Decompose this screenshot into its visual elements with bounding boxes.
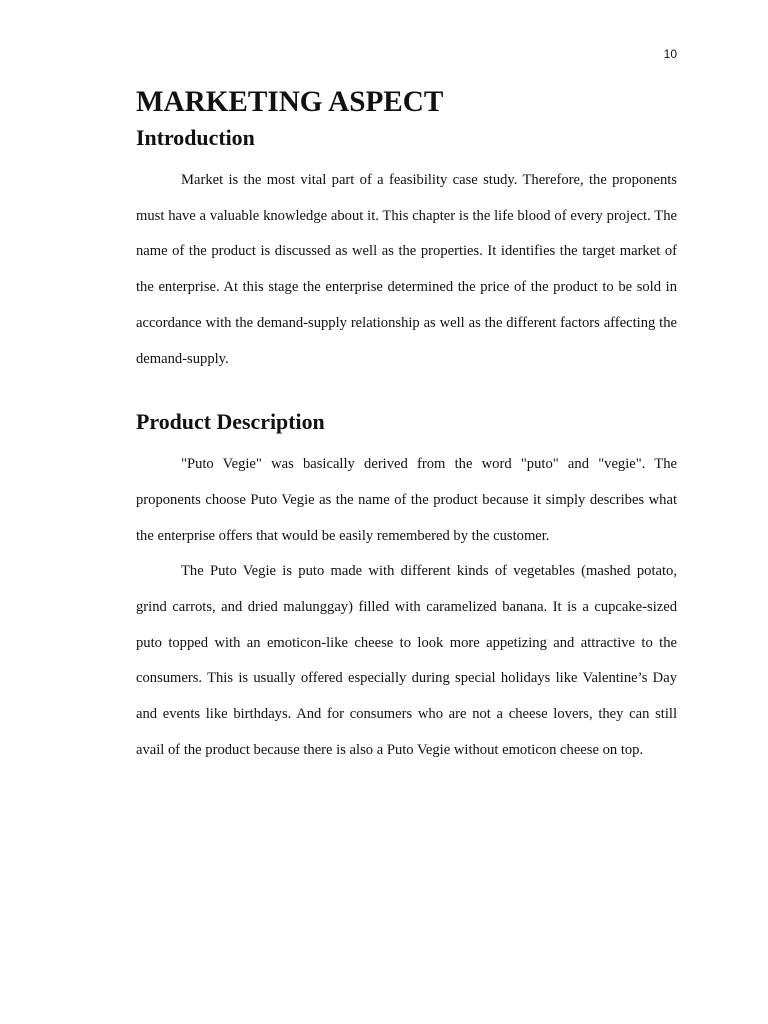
introduction-heading: Introduction	[136, 125, 255, 150]
product-description-paragraph-2: The Puto Vegie is puto made with different kinds of vegetables (mashed potato, grind carrots, and dried malunggay) filled with caramelized banana. It is a cupcake-sized puto topped with an emoticon-like cheese to look more appetizing and attractive to the consumers. This is usually offered especially during special holidays like Valentine’s Day and events like birthdays. And for consumers who are not a cheese lovers, they can still avail of the product because there is also a Puto Vegie without emoticon cheese on top.	[136, 563, 677, 758]
document-body	[136, 86, 677, 769]
section-spacer	[136, 377, 677, 411]
product-description-paragraph-1: "Puto Vegie" was basically derived from the word "puto" and "vegie". The proponents choose Puto Vegie as the name of the product because it simply describes what the enterprise offers that would be easily remembered by the customer.	[136, 456, 677, 544]
page-number: 10	[663, 47, 677, 61]
introduction-paragraph: Market is the most vital part of a feasibility case study. Therefore, the proponents must have a valuable knowledge about it. This chapter is the life blood of every project. The name of the product is discussed as well as the properties. It identifies the target market of the enterprise. At this stage the enterprise determined the price of the product to be sold in accordance with the demand-supply relationship as well as the different factors affecting the demand-supply.	[136, 172, 677, 367]
product-description-heading: Product Description	[136, 409, 325, 435]
section-title: MARKETING ASPECT	[136, 86, 444, 118]
